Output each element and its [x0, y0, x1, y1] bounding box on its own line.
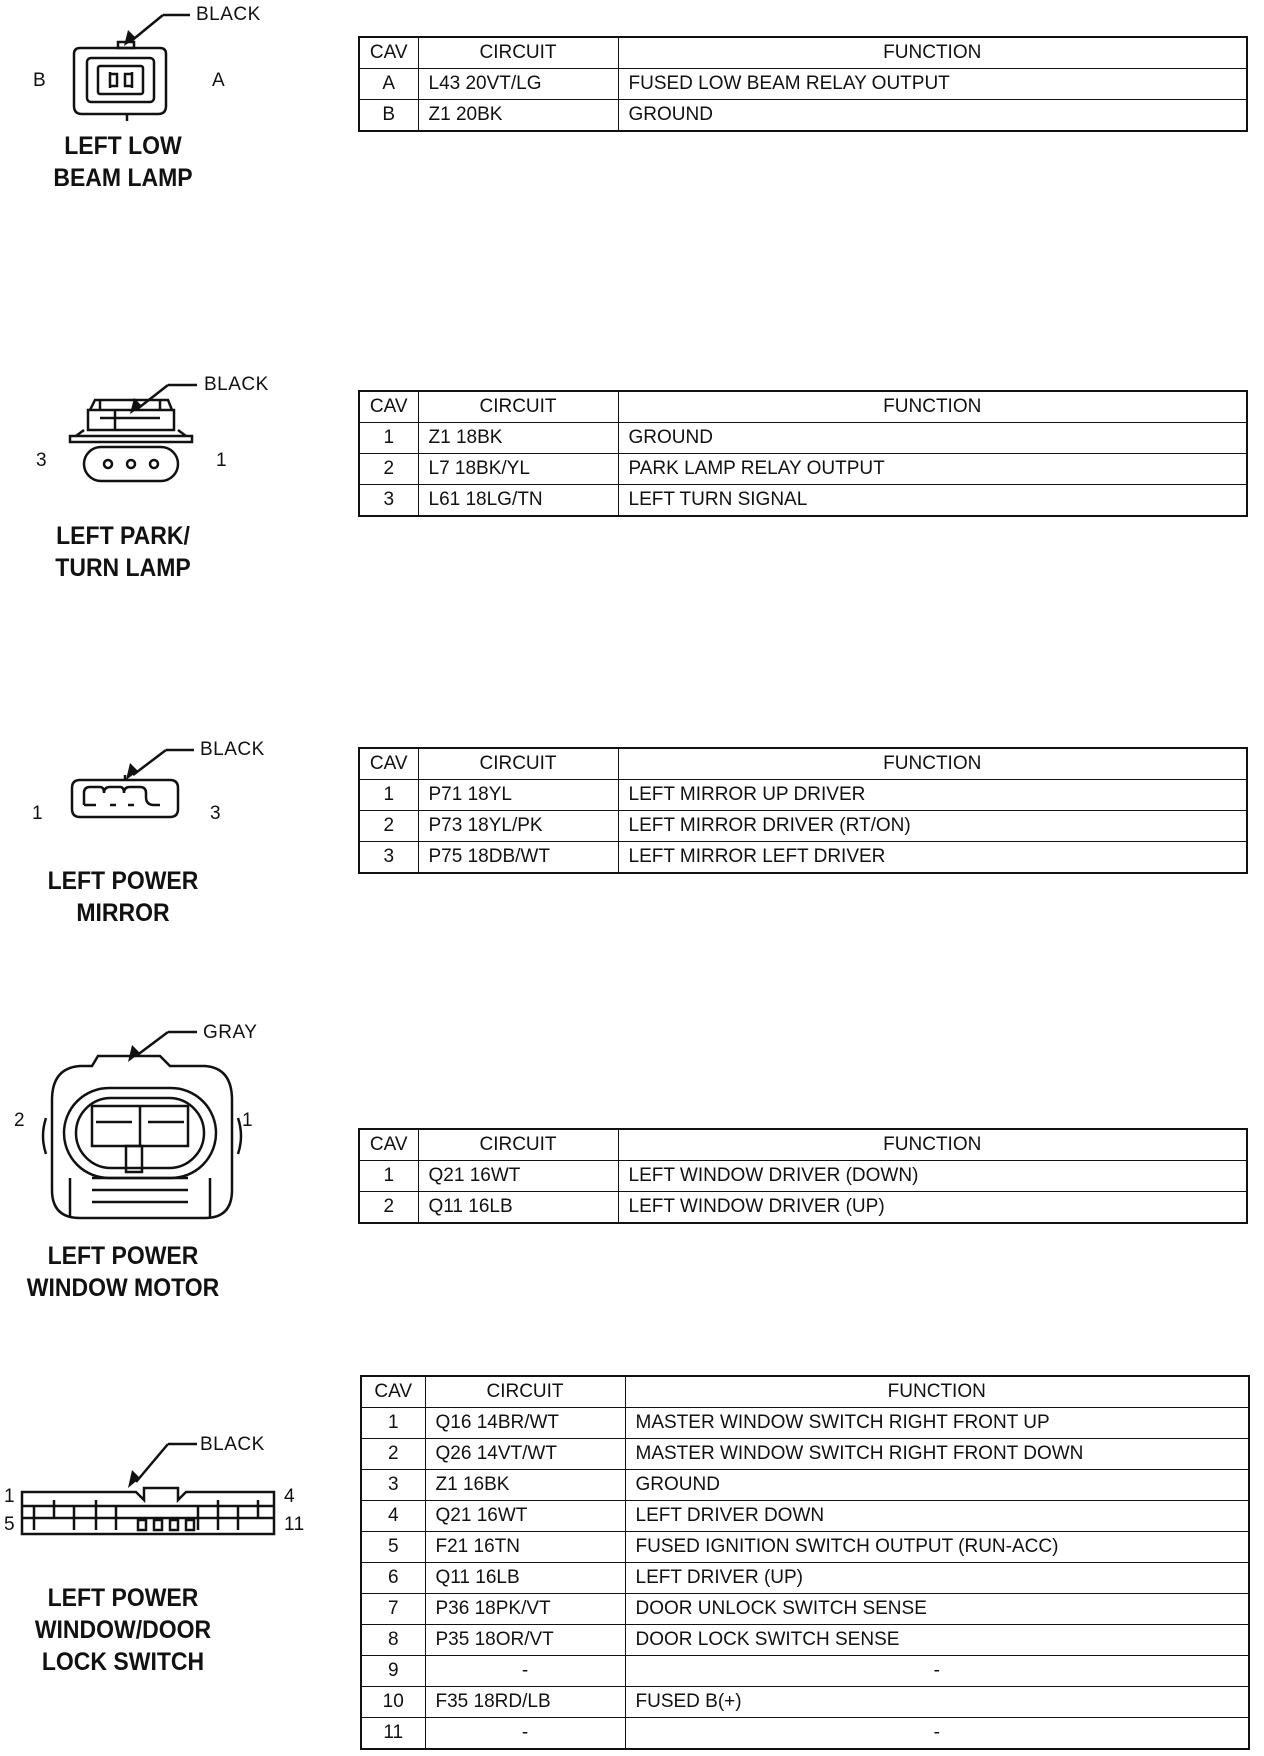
cell-circuit: Q21 16WT: [425, 1501, 625, 1532]
cell-circuit: L7 18BK/YL: [418, 454, 618, 485]
connector-title: [17, 520, 229, 584]
connector-title: [17, 1582, 229, 1678]
header-function: FUNCTION: [618, 748, 1247, 780]
header-circuit: CIRCUIT: [418, 1129, 618, 1161]
pin-label-left: 2: [14, 1110, 26, 1131]
cell-function: -: [625, 1718, 1249, 1750]
cell-function: DOOR UNLOCK SWITCH SENSE: [625, 1594, 1249, 1625]
cell-function: GROUND: [625, 1470, 1249, 1501]
table-row: [361, 1501, 1249, 1532]
cell-cav: 11: [361, 1718, 425, 1750]
pin-label-left: 1: [32, 803, 44, 824]
table-header-row: [359, 1129, 1247, 1161]
cell-function: LEFT DRIVER (UP): [625, 1563, 1249, 1594]
cell-circuit: F35 18RD/LB: [425, 1687, 625, 1718]
header-function: FUNCTION: [618, 1129, 1247, 1161]
header-cav: CAV: [359, 748, 418, 780]
cell-circuit: Z1 18BK: [418, 423, 618, 454]
cell-cav: 1: [359, 780, 418, 811]
connector-window-motor-diagram: [0, 1018, 300, 1308]
cell-circuit: P35 18OR/VT: [425, 1625, 625, 1656]
header-function: FUNCTION: [625, 1376, 1249, 1408]
table-header-row: [359, 391, 1247, 423]
header-circuit: CIRCUIT: [425, 1376, 625, 1408]
connector-power-mirror-diagram: [0, 735, 300, 935]
cell-cav: 2: [359, 811, 418, 842]
table-row: [361, 1470, 1249, 1501]
cell-circuit: Z1 16BK: [425, 1470, 625, 1501]
connector-color-label: BLACK: [200, 1434, 265, 1455]
pin-label-right: 1: [216, 450, 228, 471]
table-row: [359, 1161, 1247, 1192]
pin-label-right: A: [212, 70, 226, 91]
cell-circuit: -: [425, 1718, 625, 1750]
cell-cav: 3: [361, 1470, 425, 1501]
cell-circuit: Q26 14VT/WT: [425, 1439, 625, 1470]
cell-cav: 3: [359, 485, 418, 517]
table-header-row: [359, 37, 1247, 69]
table-row: [359, 423, 1247, 454]
connector-title-line: LEFT POWER: [47, 867, 199, 895]
header-circuit: CIRCUIT: [418, 391, 618, 423]
cell-function: LEFT MIRROR DRIVER (RT/ON): [618, 811, 1247, 842]
cell-cav: 1: [361, 1408, 425, 1439]
cell-circuit: F21 16TN: [425, 1532, 625, 1563]
header-cav: CAV: [359, 37, 418, 69]
connector-color-label: BLACK: [200, 739, 265, 760]
pin-label-left: B: [33, 70, 47, 91]
pinout-table-low-beam: [358, 36, 1248, 132]
connector-title: [17, 865, 229, 929]
header-function: FUNCTION: [618, 37, 1247, 69]
cell-function: LEFT MIRROR LEFT DRIVER: [618, 842, 1247, 874]
cell-function: LEFT WINDOW DRIVER (UP): [618, 1192, 1247, 1224]
table-row: [359, 780, 1247, 811]
cell-cav: B: [359, 100, 418, 132]
connector-color-label: BLACK: [204, 374, 269, 395]
cell-cav: 3: [359, 842, 418, 874]
table-row: [361, 1687, 1249, 1718]
cell-circuit: -: [425, 1656, 625, 1687]
connector-title-line: LEFT POWER: [47, 1242, 199, 1270]
pinout-table-window-door-switch: [360, 1375, 1250, 1750]
table-row: [359, 811, 1247, 842]
pinout-table-power-mirror: [358, 747, 1248, 874]
cell-cav: 10: [361, 1687, 425, 1718]
header-cav: CAV: [361, 1376, 425, 1408]
cell-cav: 2: [361, 1439, 425, 1470]
pinout-table-park-turn: [358, 390, 1248, 517]
cell-cav: 2: [359, 454, 418, 485]
cell-function: PARK LAMP RELAY OUTPUT: [618, 454, 1247, 485]
cell-circuit: Q11 16LB: [418, 1192, 618, 1224]
table-header-row: [361, 1376, 1249, 1408]
pin-label-right: 1: [242, 1110, 254, 1131]
pin-label-right: 3: [210, 803, 222, 824]
header-function: FUNCTION: [618, 391, 1247, 423]
cell-cav: 9: [361, 1656, 425, 1687]
table-row: [359, 100, 1247, 132]
cell-function: FUSED IGNITION SWITCH OUTPUT (RUN-ACC): [625, 1532, 1249, 1563]
connector-title: [17, 130, 229, 194]
connector-color-label: GRAY: [203, 1022, 258, 1043]
cell-cav: 6: [361, 1563, 425, 1594]
connector-title-line: LEFT POWER: [47, 1584, 199, 1612]
header-cav: CAV: [359, 1129, 418, 1161]
connector-title-line: LEFT PARK/: [56, 522, 190, 550]
cell-function: MASTER WINDOW SWITCH RIGHT FRONT DOWN: [625, 1439, 1249, 1470]
table-row: [361, 1625, 1249, 1656]
cell-function: LEFT DRIVER DOWN: [625, 1501, 1249, 1532]
table-row: [361, 1656, 1249, 1687]
connector-title-line: MIRROR: [76, 899, 170, 927]
connector-title-line: WINDOW MOTOR: [26, 1274, 220, 1302]
pin-label-left: 3: [36, 450, 48, 471]
table-row: [361, 1563, 1249, 1594]
cell-cav: 5: [361, 1532, 425, 1563]
table-row: [361, 1439, 1249, 1470]
cell-circuit: L43 20VT/LG: [418, 69, 618, 100]
cell-circuit: Q11 16LB: [425, 1563, 625, 1594]
cell-circuit: Z1 20BK: [418, 100, 618, 132]
cell-function: GROUND: [618, 423, 1247, 454]
pin-label-top-left: 1: [4, 1486, 16, 1507]
table-row: [359, 485, 1247, 517]
cell-function: LEFT TURN SIGNAL: [618, 485, 1247, 517]
table-row: [361, 1408, 1249, 1439]
cell-cav: 1: [359, 423, 418, 454]
connector-window-door-switch-diagram: [0, 1430, 320, 1690]
header-circuit: CIRCUIT: [418, 37, 618, 69]
cell-function: MASTER WINDOW SWITCH RIGHT FRONT UP: [625, 1408, 1249, 1439]
table-row: [361, 1532, 1249, 1563]
cell-function: LEFT MIRROR UP DRIVER: [618, 780, 1247, 811]
table-row: [361, 1718, 1249, 1750]
cell-function: FUSED LOW BEAM RELAY OUTPUT: [618, 69, 1247, 100]
connector-title-line: TURN LAMP: [55, 554, 191, 582]
cell-cav: A: [359, 69, 418, 100]
cell-function: GROUND: [618, 100, 1247, 132]
cell-circuit: P71 18YL: [418, 780, 618, 811]
table-row: [359, 69, 1247, 100]
cell-circuit: P36 18PK/VT: [425, 1594, 625, 1625]
connector-title-line: WINDOW/DOOR: [34, 1616, 212, 1644]
cell-cav: 8: [361, 1625, 425, 1656]
table-row: [359, 454, 1247, 485]
pin-label-bottom-right: 11: [284, 1514, 305, 1535]
cell-circuit: Q16 14BR/WT: [425, 1408, 625, 1439]
connector-title-line: BEAM LAMP: [53, 164, 193, 192]
cell-function: FUSED B(+): [625, 1687, 1249, 1718]
cell-function: -: [625, 1656, 1249, 1687]
cell-cav: 2: [359, 1192, 418, 1224]
connector-color-label: BLACK: [196, 4, 261, 25]
connector-low-beam-diagram: [0, 0, 300, 200]
table-header-row: [359, 748, 1247, 780]
cell-cav: 7: [361, 1594, 425, 1625]
connector-park-turn-diagram: [0, 370, 300, 590]
cell-function: LEFT WINDOW DRIVER (DOWN): [618, 1161, 1247, 1192]
cell-function: DOOR LOCK SWITCH SENSE: [625, 1625, 1249, 1656]
table-row: [361, 1594, 1249, 1625]
pinout-table-window-motor: [358, 1128, 1248, 1224]
cell-cav: 1: [359, 1161, 418, 1192]
cell-circuit: Q21 16WT: [418, 1161, 618, 1192]
connector-title-line: LEFT LOW: [64, 132, 182, 160]
cell-circuit: L61 18LG/TN: [418, 485, 618, 517]
header-cav: CAV: [359, 391, 418, 423]
table-row: [359, 1192, 1247, 1224]
connector-title: [17, 1240, 229, 1304]
connector-title-line: LOCK SWITCH: [41, 1648, 205, 1676]
pin-label-bottom-left: 5: [4, 1514, 16, 1535]
header-circuit: CIRCUIT: [418, 748, 618, 780]
cell-cav: 4: [361, 1501, 425, 1532]
table-row: [359, 842, 1247, 874]
pin-label-top-right: 4: [284, 1486, 296, 1507]
cell-circuit: P73 18YL/PK: [418, 811, 618, 842]
cell-circuit: P75 18DB/WT: [418, 842, 618, 874]
